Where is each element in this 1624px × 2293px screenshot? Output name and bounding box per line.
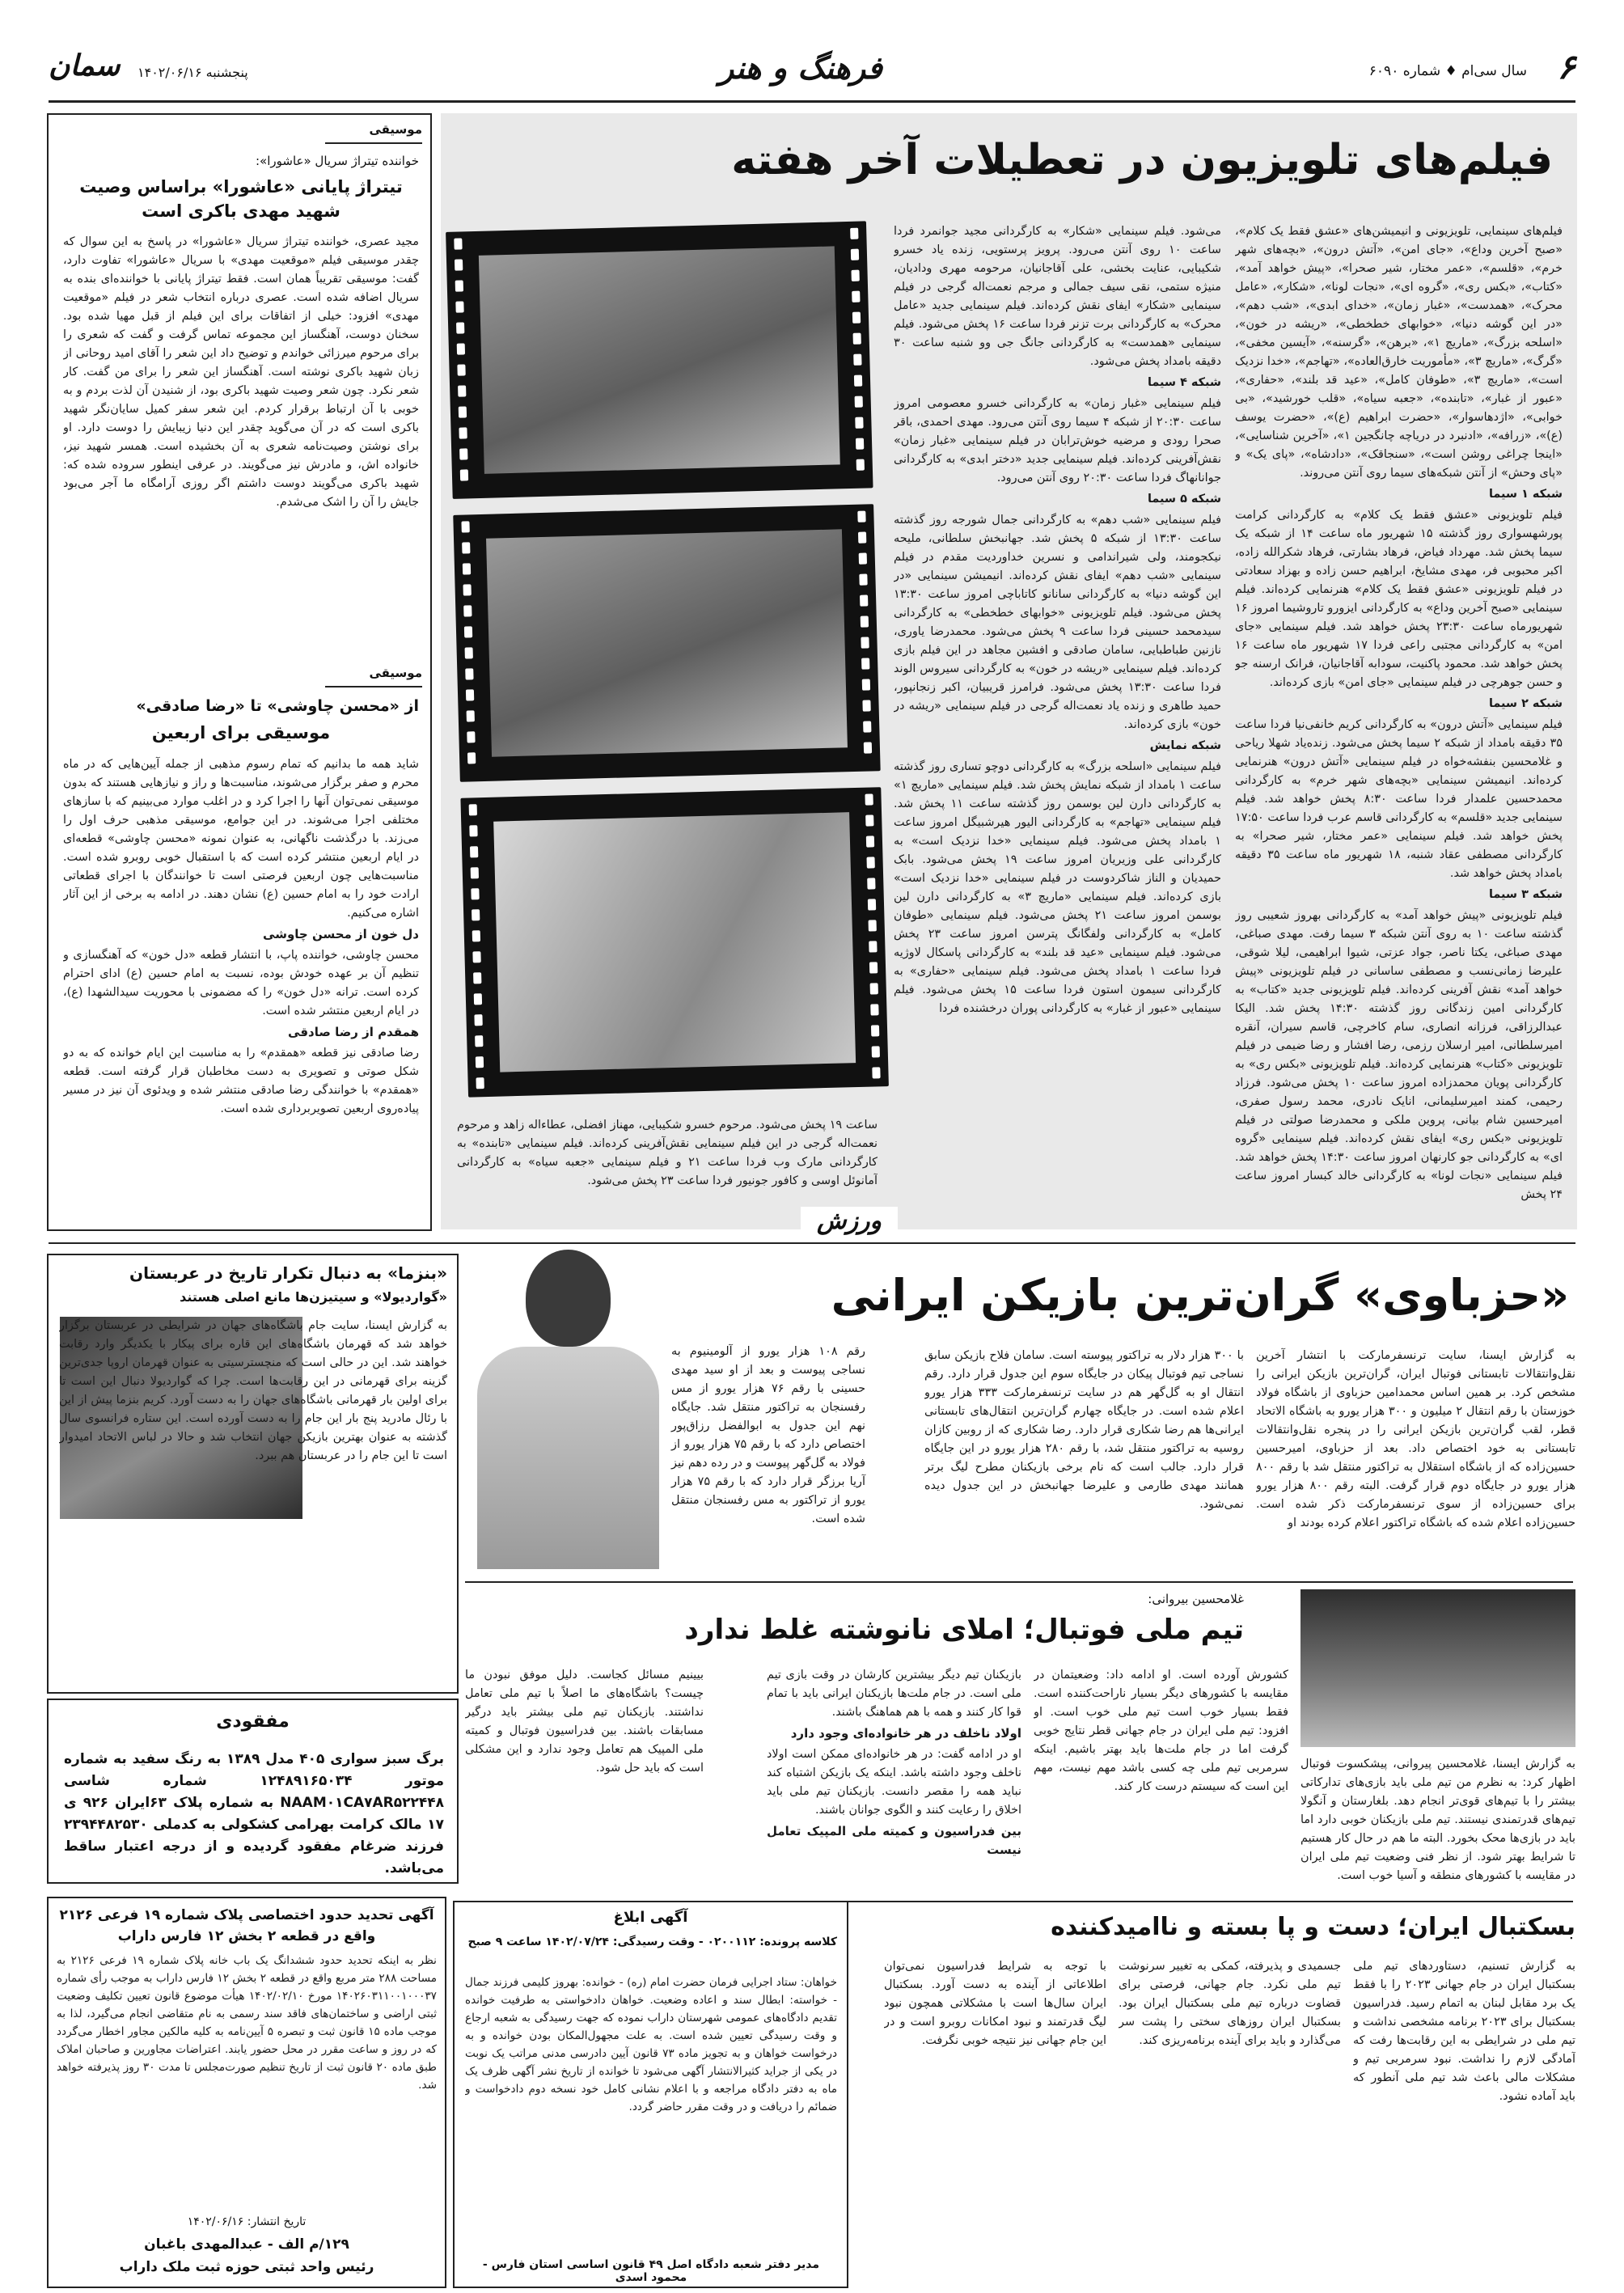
film-sprocket-hole xyxy=(856,459,865,471)
music-tag-label: موسیقی xyxy=(369,666,422,680)
hazbavi-photo xyxy=(469,1250,667,1569)
notice2-kicker: آگهی ابلاغ xyxy=(613,1909,688,1926)
film-sprocket-hole xyxy=(475,1035,483,1047)
film-sprocket-hole xyxy=(473,972,481,984)
music-text: محسن چاوشی، خواننده پاپ، با انتشار قطعه «دل خون» که آهنگسازی و تنظیم آن بر عهده خودش بوده، نسبت به امام حسین (ع) ادای احترام کرده است. ترانه «دل خون» را که مضمونی با محوریت سیدالشهدا (ع)، در ایام اربعین منتشر شده است. xyxy=(63,949,419,1017)
film-sprocket-hole xyxy=(868,899,876,910)
music-kicker-2: از «محسن چاوشی» تا «رضا صادقی» xyxy=(136,697,419,715)
film-sprocket-hole xyxy=(476,1077,484,1089)
film-sprocket-hole xyxy=(464,626,472,637)
notice-tahdid xyxy=(47,1897,446,2288)
films-text: فیلم تلویزیونی «عشق فقط یک کلام» به کارگردانی کرامت پورشهسواری روز گذشته ۱۵ شهریور ماه ساعت ۱۴ از شبکه یک سیما پخش شد. مهرداد فیاض، فرهاد بشارتی، فرهاد شکرالله زاده، اکبر محبوبی فر، مهدی مشایخ، ابراهیم حسن زاده و بهزاد سعادتی در فیلم تلویزیونی «عشق فقط یک کلام» هنرنمایی کرده‌اند. فیلم سینمایی «صبح آخرین وداع» به کارگردانی ایزورو تاروشیما امروز ۱۶ شهریورماه ساعت ۲۳:۳۰ پخش خواهد شد. فیلم سینمایی «جای امن» به کارگردانی مجتبی راعی فردا ۱۷ شهریور ماه ساعت ۱۶ پخش خواهد شد. محمود پاکنیت، سودابه آقاجانیان، فرانک ارسنه جو و حسن جوهرچی در فیلم سینمایی «جای امن» بازی کرده‌اند. xyxy=(1235,509,1563,689)
national-rule xyxy=(465,1581,1573,1583)
film-sprocket-hole xyxy=(859,552,867,564)
film-sprocket-hole xyxy=(854,375,862,387)
film-sprocket-hole xyxy=(455,259,463,270)
notice1-body: نظر به اینکه تحدید حدود ششدانگ یک باب خانه پلاک شماره ۱۹ فرعی ۲۱۲۶ به مساحت ۲۸۸ متر مربع واقع در قطعه ۲ بخش ۱۲ فارس داراب به موجب رأی شماره ۱۴۰۲۶۰۳۱۱۰۰۱۰۰۰۳۷ مورخ ۱۴۰۲/۰۲/۱۰ هیأت موضوع قانون تعیین تکلیف وضعیت ثبتی اراضی و ساختمان‌های فاقد سند رسمی به نام متقاضی انجام می‌گیرد، لذا به موجب ماده ۱۵ قانون ثبت و تبصره ۵ آیین‌نامه به کلیه مالکین مجاور اخطار می‌گردد که در روز و ساعت مقرر در محل حضور یابند. اعتراضات مجاورین و صاحبان املاک طبق ماده ۲۰ قانون ثبت از تاریخ تنظیم صورت‌مجلس تا مدت ۳۰ روز پذیرفته خواهد شد. xyxy=(57,1954,437,2092)
films-col-2 xyxy=(894,222,1221,1221)
film-sprocket-hole xyxy=(463,605,472,616)
film-sprocket-hole xyxy=(457,364,465,375)
film-sprocket-hole xyxy=(857,511,865,522)
film-sprocket-hole xyxy=(469,825,477,836)
page-number: ۶ xyxy=(1557,47,1575,87)
mafghoodi-title: مفقودی xyxy=(216,1711,290,1732)
film-sprocket-hole xyxy=(869,962,878,973)
film-still-1 xyxy=(479,246,840,473)
national-subheading: بین فدراسیون و کمیته ملی المپیک تعامل نیست xyxy=(767,1824,1021,1857)
film-sprocket-hole xyxy=(467,731,475,742)
film-sprocket-hole xyxy=(456,322,464,333)
benzema-box xyxy=(47,1254,459,1694)
film-sprocket-hole xyxy=(864,742,872,753)
film-sprocket-hole xyxy=(865,793,873,805)
film-sprocket-hole xyxy=(865,814,873,826)
film-sprocket-hole xyxy=(459,406,467,417)
notice1-sign: ۱۲۹/م الف - عبدالمهدی باغبان xyxy=(144,2236,349,2253)
film-sprocket-hole xyxy=(866,857,874,868)
film-sprocket-hole xyxy=(462,542,470,553)
film-sprocket-hole xyxy=(472,930,480,941)
film-sprocket-hole xyxy=(872,1067,880,1078)
music-kicker-1: خواننده تیتراژ سریال «عاشورا»: xyxy=(256,154,419,168)
channel-heading: شبکه ۳ سیما xyxy=(1488,888,1563,901)
film-sprocket-hole xyxy=(465,668,473,679)
music-body-1: مجید عصری، خواننده تیتراژ سریال «عاشورا» در پاسخ به این سوال که چقدر موسیقی فیلم «موقعیت مهدی» با سریال «عاشورا» تفاوت دارد، گفت: موسیقی تقریباً همان است. فقط تیتراژ پایانی با خواننده‌ای بنده به سریال اضافه شده است. عصری درباره انتخاب شعر در فیلم «موقعیت مهدی» افزود: خیلی از اتفاقات برای این فیلم از قبل مهیا شده بود. سخنان دوست، آهنگساز این مجموعه تماس گرفت و گفت که شعری را برای مرحوم میرزائی خواندم و توضیح داد این شعر را آقای امید روحانی از زبان شهید باکری نوشته است. آهنگساز این شعر را برای من گفت. کار شعر نکرد. چون شعر وصیت شهید باکری بود، از شنیدن آن لذت بردم و به خوبی با آن ارتباط برقرار کردم. این شعر سفر کمیل سایان‌نگر شهید باکری است که در آن می‌گوید چقدر این دنیا زیبایش را دوست دارد. او برای نوشتن وصیت‌نامه شعری به آن بخشیده است. همسر شهید نیز، خانواده اش، و مادرش نیز می‌گویند. در عرفی اینطور سروده شده که: شهید باکری می‌گویند دوست داشتم اگر روزی آرامگاه ما آجر می‌بود جایش را آن را اشک می‌شدم. xyxy=(63,235,419,509)
music-tag-1 xyxy=(325,121,422,144)
film-frame-3 xyxy=(460,787,889,1097)
basketball-title: بسکتبال ایران؛ دست و پا بسته و ناامیدکننده xyxy=(1051,1913,1575,1941)
benzema-title: «بنزما» به دنبال تکرار تاریخ در عربستان xyxy=(129,1263,447,1283)
film-sprocket-hole xyxy=(470,846,478,857)
films-text: فیلم تلویزیونی «پیش خواهد آمد» به کارگردانی بهروز شعیبی روز گذشته ساعت ۱۰ به روی آنتن شبکه ۳ سیما رفت. مهدی صباغی، مهدی صباغی، یکتا ناصر، جواد عزتی، شیوا ابراهیمی، لیلا شوقی، علیرضا زمانی‌نسب و مصطفی ساسانی در فیلم تلویزیونی «پیش خواهد آمد» نقش آفرینی کرده‌اند. فیلم تلویزیونی جدید «کتاب» به کارگردانی امین زندگانی روز گذشته ۱۴:۳۰ پخش شد. الیکا عبدالرزاقی، فرزانه انصاری، سام کاخرچی، قاسم سیران، آنقره امیرسلطانی، امیر ارسلان رزمی، رضا افشار و رضا ضیمی در فیلم تلویزیونی «کتاب» هنرنمایی کرده‌اند. فیلم تلویزیونی «بکس ری» به کارگردانی پویان محمدزاده امروز ساعت ۱۰ پخش می‌شود. فرزاد رحیمی، کمند امیرسلیمانی، انایک نادری، محمد رسول صفری، امیرحسین شام بیانی، پروین ملکی و محمدرضا صولتی در فیلم تلویزیونی «بکس ری» ایفای نقش کرده‌اند. فیلم سینمایی «گروه ای» به کارگردانی جو کارنهان امروز ساعت ۱۴:۳۰ پخش خواهد شد. فیلم سینمایی «نجات لونا» به کارگردانی خالد کبسار امروز ساعت ۲۴ پخش xyxy=(1235,909,1563,1201)
film-sprocket-hole xyxy=(856,438,864,450)
channel-heading: شبکه ۵ سیما xyxy=(1147,493,1221,506)
film-sprocket-hole xyxy=(851,249,859,260)
film-sprocket-hole xyxy=(852,291,860,302)
film-sprocket-hole xyxy=(472,951,480,962)
music-tag-label: موسیقی xyxy=(369,122,422,137)
notice2-title: کلاسه پرونده: ۰۲۰۰۱۱۲ - وقت رسیدگی: ۱۴۰۲/۰۷/۲۴ ساعت ۹ صبح xyxy=(467,1936,837,1948)
national-col-4: بیینیم مسائل کجاست. دلیل موفق نبودن ما چیست؟ باشگاه‌های ما اصلاً با تیم ملی تعامل نداشتند. بازیکنان تیم ملی بیشتر باید درگیر مسابقات باشند. بین فدراسیون فوتبال و کمیته ملی المپیک هم تعامل وجود ندارد و این مشکلی است که باید حل شود. xyxy=(465,1669,704,1775)
benzema-body: به گزارش ایسنا، سایت جام باشگاه‌های جهان در شرایطی در عربستان برگزار خواهد شد که قهرمان باشگاه‌های این قاره برای پیکار با یکدیگر وارد رقابت خواهند شد. این در حالی است که منچسترسیتی به عنوان قهرمان اروپا جدی‌ترین گزینه برای قهرمانی در این رقابت‌ها است. چرا که گواردیولا دنبال این است تا برای اولین بار قهرمانی باشگاه‌های جهان را به دست آورد. کریم بنزما پیش از این با رئال مادرید پنج بار این جام را به دست آورده است. این ستاره فرانسوی سال گذشته به عنوان بهترین بازیکن جهان انتخاب شد و حالا در لباس الاتحاد امیدوار است تا این جام را در عربستان هم ببرد. xyxy=(59,1319,447,1462)
basketball-col-3: با توجه به شرایط فدراسیون نمی‌توان اطلاعاتی از آینده به دست آورد. بسکتبال ایران سال‌ها است با مشکلاتی همچون نبود لیگ قدرتمند و نبود امکانات روبرو است و در این جام جهانی نیز نتیجه خوبی نگرفت. xyxy=(884,1960,1106,2047)
film-sprocket-hole xyxy=(859,573,867,585)
film-sprocket-hole xyxy=(459,448,467,459)
mafghoodi-body: برگ سبز سواری ۴۰۵ مدل ۱۳۸۹ به رنگ سفید به شماره موتور ۱۲۴۸۹۱۶۵۰۳۴ شماره شاسی NAAM۰۱CA۷AR۵۲۲۴۴۸ به شماره پلاک ۶۳ایران ۹۲۶ ی ۱۷ مالک کرامت بهرامی کشکولی به کدملی ۲۳۹۴۴۸۲۵۳۰ فرزند ضرغام مفقود گردیده و از درجه اعتبار ساقط می‌باشد. xyxy=(64,1751,445,1876)
sports-rule xyxy=(49,1242,1575,1244)
films-col-3 xyxy=(457,1116,878,1221)
music-title-2: موسیقی برای اربعین xyxy=(151,723,331,742)
national-col-3 xyxy=(767,1666,1021,1893)
films-text: ساعت ۱۹ پخش می‌شود. مرحوم خسرو شکیبایی، مهناز افضلی، عطاءاله زاهد و مرحوم نعمت‌اله گرجی در این فیلم سینمایی نقش‌آفرینی کرده‌اند. فیلم سینمایی «تابنده» به کارگردانی مارک وب فردا ساعت ۲۱ و فیلم سینمایی «جعبه سیاه» به کارگردانی آمانوئل اوسی و کافور جونیور فردا ساعت ۲۳ پخش می‌شود. xyxy=(457,1119,878,1187)
music-sidebar xyxy=(47,113,432,1231)
music-text: رضا صادقی نیز قطعه «همقدم» را به مناسبت این ایام خوانده که به دو شکل صوتی و تصویری به دست مخاطبان قرار گرفته است. قطعه «همقدم» با خوانندگی رضا صادقی منتشر شده و ویدئوی آن نیز در مسیر پیاده‌روی اربعین تصویربرداری شده است. xyxy=(63,1047,419,1115)
film-sprocket-hole xyxy=(869,941,877,952)
films-article xyxy=(441,113,1577,1229)
film-sprocket-hole xyxy=(855,417,863,429)
film-sprocket-hole xyxy=(867,878,875,889)
film-sprocket-hole xyxy=(465,647,473,658)
film-still-2 xyxy=(486,529,848,756)
notice2-sign: مدیر دفتر شعبه دادگاه اصل ۴۹ قانون اساسی استان فارس - محمود اسدی xyxy=(482,2258,820,2284)
film-sprocket-hole xyxy=(866,836,874,847)
page-header xyxy=(49,47,1575,95)
film-sprocket-hole xyxy=(455,280,463,291)
film-sprocket-hole xyxy=(862,700,870,711)
film-sprocket-hole xyxy=(851,270,859,281)
player-head xyxy=(526,1250,611,1347)
film-sprocket-hole xyxy=(474,993,482,1005)
hazbavi-headline: «حزباوی» گران‌ترین بازیکن ایرانی xyxy=(831,1270,1569,1321)
film-sprocket-hole xyxy=(457,343,465,354)
film-sprocket-hole xyxy=(476,1056,484,1068)
notice1-title: آگهی تحدید حدود اختصاصی پلاک شماره ۱۹ فرعی ۲۱۲۶ واقع در قطعه ۲ بخش ۱۲ فارس داراب xyxy=(59,1907,434,1944)
hazbavi-col-1: به گزارش ایسنا، سایت ترنسفرمارکت با انتشار آخرین نقل‌وانتقالات تابستانی فوتبال ایران، گران‌ترین بازیکن ایرانی را مشخص کرد. بر همین اساس محمدامین حزباوی از باشگاه فولاد خوزستان با رقم انتقال ۲ میلیون و ۳۰۰ هزار یورو به باشگاه الاتحاد قطر، لقب گران‌ترین بازیکن ایرانی را در پنجره نقل‌وانتقالات تابستانی به خود اختصاص داد. بعد از حزباوی، امیرحسین حسین‌زاده که از باشگاه استقلال به تراکتور منتقل شد با رقم ۸۰۰ هزار یورو در جایگاه دوم قرار گرفت. البته رقم ۸۰۰ هزار یورو برای حسین‌زاده از سوی ترنسفرمارکت ذکر شده است. حسین‌زاده اعلام شده که باشگاه تراکتور اعلام کرده بودند او xyxy=(1256,1349,1575,1529)
film-sprocket-hole xyxy=(862,679,870,690)
film-sprocket-hole xyxy=(458,385,466,396)
film-sprocket-hole xyxy=(853,354,861,366)
film-sprocket-hole xyxy=(861,658,869,669)
channel-heading: شبکه ۲ سیما xyxy=(1488,697,1563,710)
national-title: تیم ملی فوتبال؛ املای نانوشته غلط ندارد xyxy=(684,1614,1244,1646)
music-text: شاید همه ما بدانیم که تمام رسوم مذهبی از جمله آیین‌هایی که در ماه محرم و صفر برگزار می‌شوند، مناسبت‌ها و راز و نیازهایی هستند که بدون موسیقی نمی‌توان آنها را اجرا کرد و در اغلب موارد می‌بینیم که با سازهای مختلفی اجرا می‌شوند. در این جوامع، موسیقی مذهبی حرف اول را می‌زند. با درگذشت ناگهانی، به عنوان نمونه «محسن چاوشی» قطعه‌ای در ایام اربعین منتشر کرده است که با استقبال خوبی روبرو شده است. مناسبت‌هایی چون اربعین فرصتی است تا خوانندگان با اجرای قطعاتی ارادت خود را به امام حسین (ع) نشان دهند. در ادامه به برخی از این آثار اشاره می‌کنیم. xyxy=(63,758,419,920)
film-sprocket-hole xyxy=(858,532,866,544)
music-subheading: همقدم از رضا صادقی xyxy=(288,1025,419,1039)
film-sprocket-hole xyxy=(463,584,471,595)
notice1-date: تاریخ انتشار: ۱۴۰۲/۰۶/۱۶ xyxy=(187,2215,307,2228)
mafghoodi-box xyxy=(47,1699,459,1884)
national-text: بازیکنان تیم دیگر بیشترین کارشان در وقت بازی تیم ملی است. در جام ملت‌ها بازیکنان ایرانی باید با تمام قوا کار کنند و همه با هم هماهنگ باشند. xyxy=(767,1669,1021,1719)
national-photo xyxy=(1300,1589,1575,1747)
film-sprocket-hole xyxy=(870,983,878,994)
issue-number: سال سی‌ام ♦ شماره ۶۰۹۰ xyxy=(1368,63,1527,79)
films-text: فیلم سینمایی «آتش درون» به کارگردانی کریم خانفی‌نیا فردا ساعت ۳۵ دقیقه بامداد از شبکه ۲ سیما پخش می‌شود. زنده‌یاد شهلا ریاحی و غلامحسین بنفشه‌خواه در فیلم سینمایی «آتش درون» هنرنمایی کرده‌اند. انیمیشن سینمایی «بچه‌های شهر خرم» به کارگردانی محمدحسین علمدار فردا ساعت ۸:۳۰ پخش خواهد شد. فیلم سینمایی جدید «قلسم» به کارگردانی قاسم عرب فردا ساعت ۱۷:۵۰ پخش خواهد شد. فیلم سینمایی «عمر مختار، شیر صحرا» به کارگردانی مصطفی عقاد شنبه، ۱۸ شهریور ماه ساعت ۳۵ دقیقه بامداد پخش خواهد شد. xyxy=(1235,718,1563,880)
films-text: فیلم سینمایی «اسلحه بزرگ» به کارگردانی دوچو تساری روز گذشته ساعت ۱ بامداد از شبکه نمایش پخش شد. فیلم سینمایی «ماریچ ۱» به کارگردانی دارن لین بوسمن روز گذشته ساعت ۱۱ پخش شد. فیلم سینمایی «تهاجم» به کارگردانی الیور هیرشبیگل امروز ساعت ۱ بامداد پخش می‌شود. فیلم سینمایی «خدا نزدیک است» به کارگردانی علی وزیریان امروز ساعت ۱۹ پخش می‌شود. بابک حمیدیان و الناز شاکردوست در فیلم سینمایی «خدا نزدیک است» بازی کرده‌اند. فیلم سینمایی «ماریچ ۳» به کارگردانی دارن لین بوسمن امروز ساعت ۲۱ پخش می‌شود. فیلم سینمایی «طوفان کامل» به کارگردانی ولفگانگ پترسن امروز ساعت ۲۳ پخش می‌شود. فیلم سینمایی «عید قد بلند» به کارگردانی پاسکال لاوژیه فردا ساعت ۱ بامداد پخش می‌شود. فیلم سینمایی «حفاری» به کارگردانی سیمون استون فردا ساعت ۱۵ پخش می‌شود. فیلم سینمایی «عبور از غبار» به کارگردانی پوران درخشنده فردا xyxy=(894,760,1221,1015)
newspaper-logo: سمان xyxy=(49,49,121,82)
film-sprocket-hole xyxy=(471,888,479,899)
music-title-1: تیتراژ پایانی «عاشورا» براساس وصیت شهید مهدی باکری است xyxy=(79,177,403,221)
channel-heading: شبکه نمایش xyxy=(1149,739,1221,752)
film-sprocket-hole xyxy=(850,228,858,239)
national-text: او در ادامه گفت: در هر خانواده‌ای ممکن است اولاد ناخلف وجود داشته باشد. اینکه یک بازیکن اشتباه کند نباید همه را مقصر دانست. بازیکنان تیم ملی باید اخلاق را رعایت کنند و الگوی جوانان باشند. xyxy=(767,1748,1021,1817)
film-frame-2 xyxy=(453,504,880,781)
film-sprocket-hole xyxy=(861,616,869,627)
film-sprocket-hole xyxy=(467,710,475,721)
section-title: فرهنگ و هنر xyxy=(719,50,882,86)
basketball-col-2: جسمیدی و پذیرفته، کمکی به تغییر سرنوشت تیم ملی نکرد. جام جهانی، فرصتی برای قضاوت درباره تیم ملی بسکتبال ایران بود. بسکتبال ایران روزهای سختی را پشت سر می‌گذارد و باید برای آینده برنامه‌ریزی کند. xyxy=(1119,1960,1341,2047)
notice1-sign2: رئیس واحد ثبتی حوزه ثبت ملک داراب xyxy=(119,2259,374,2275)
film-sprocket-hole xyxy=(460,469,468,480)
film-sprocket-hole xyxy=(870,1004,878,1015)
film-sprocket-hole xyxy=(472,909,480,920)
player-body xyxy=(477,1347,659,1569)
channel-heading: شبکه ۱ سیما xyxy=(1488,488,1563,501)
film-sprocket-hole xyxy=(871,1025,879,1036)
channel-heading: شبکه ۴ سیما xyxy=(1147,376,1221,389)
national-byline: غلامحسین بیروانی: xyxy=(1148,1592,1244,1606)
film-sprocket-hole xyxy=(461,521,469,532)
header-rule xyxy=(49,100,1575,103)
film-sprocket-hole xyxy=(459,427,467,438)
film-sprocket-hole xyxy=(872,1046,880,1057)
benzema-subtitle: «گواردیولا» و سیتیزن‌ها مانع اصلی هستند xyxy=(180,1289,447,1305)
film-sprocket-hole xyxy=(861,637,869,648)
national-col-2: کشورش آورده است. او ادامه داد: وضعیتمان در مقایسه با کشورهای دیگر بسیار ناراحت‌کننده است. فقط بسیار خوب است تیم ملی خوب است. او افزود: تیم ملی ایران در جام جهانی قطر نتایج خوبی گرفت اما در جام ملت‌ها باید بهتر باشیم. اینکه سرمربی تیم ملی چه کسی باشد مهم نیست، مهم این است که سیستم درست کار کند. xyxy=(1034,1669,1288,1793)
notice-ablagh xyxy=(453,1901,848,2288)
film-sprocket-hole xyxy=(863,721,871,732)
notice2-body: خواهان: ستاد اجرایی فرمان حضرت امام (ره) - خوانده: بهروز کلیمی فرزند جمال - خواسته: ابطال سند و اعاده وضعیت. خواهان دادخواستی به طرفیت خوانده تقدیم دادگاه‌های عمومی شهرستان داراب نموده که جهت رسیدگی به شعبه ارجاع و وقت رسیدگی تعیین شده است. به علت مجهول‌المکان بودن خوانده و به درخواست خواهان و به تجویز ماده ۷۳ قانون آیین دادرسی مدنی مراتب یک نوبت در یکی از جراید کثیرالانتشار آگهی می‌شود تا خوانده از تاریخ نشر آگهی ظرف یک ماه به دفتر دادگاه مراجعه و با اعلام نشانی کامل خود نسخه دوم دادخواست و ضمائم را دریافت و در وقت مقرر حاضر گردد. xyxy=(465,1976,837,2113)
hazbavi-col-2: با ۳۰۰ هزار دلار به تراکتور پیوسته است. سامان فلاح بازیکن سابق نساجی تیم فوتبال پیکان در جایگاه سوم این جدول قرار دارد. رقم انتقال او به گل‌گهر هم در سایت ترنسفرمارکت ۳۳۳ هزار یورو اعلام شده است. در جایگاه چهارم گران‌ترین انتقال‌های تابستانی ایرانی‌ها هم رضا شکاری قرار دارد. رضا شکاری که از روبین کازان روسیه به تراکتور منتقل شد، با رقم ۲۸۰ هزار یورو در این جایگاه قرار دارد. جالب است که نام برخی بازیکنان مطرح لیگ برتر همانند مهدی طارمی و علیرضا جهانبخش در این جدول دیده نمی‌شود. xyxy=(924,1349,1244,1511)
national-col-1: به گزارش ایسنا، غلامحسین پیروانی، پیشکسوت فوتبال اظهار کرد: به نظرم من تیم ملی باید بازی‌های تدارکاتی بیشتر را با تیم‌های قوی‌تر انجام دهد. بلغارستان و آنگولا تیم‌های قدرتمندی نیستند. تیم ملی بازیکنان خوبی دارد اما باید در بازی‌ها محک بخورد. البته ما هم در حال کار هستیم تا شرایط بهتر شود. از نظر فنی وضعیت تیم ملی ایران در مقایسه با کشورهای منطقه و آسیا خوب است. xyxy=(1300,1758,1575,1882)
film-frame-1 xyxy=(446,221,873,498)
film-still-3 xyxy=(493,812,856,1072)
films-text: فیلم‌های سینمایی، تلویزیونی و انیمیشن‌های «عشق فقط یک کلام»، «صبح آخرین وداع»، «جای امن»، «آتش درون»، «بچه‌های شهر خرم»، «قلسم»، «عمر مختار، شیر صحرا»، «پیش خواهد آمد»، «کتاب»، «بکس ری»، «گروه ای»، «نجات لونا»، «شکار»، «عامل محرک»، «همدست»، «غبار زمان»، «خدای ابدی»، «شب دهم»، «در این گوشه دنیا»، «خوابهای خطخطی»، «ریشه در خون»، «اسلحه بزرگ»، «ماریچ ۱»، «برهن»، «گرسنه»، «آیسین مخفی»، «گرگ»، «ماریچ ۳»، «مأموریت خارق‌العاده»، «تهاجم»، «خدا نزدیک است»، «ماریچ ۳»، «طوفان کامل»، «عید قد بلند»، «حفاری»، «عبور از غبار»، «تابنده»، «جعبه سیاه»، «قلب خورشید»، «بی خوابی»، «اژدهاسوار»، «حضرت ابراهیم (ع)»، «حضرت یوسف (ع)»، «زرافه»، «ادنبرد در دریاچه چانگجین ۱»، «آخرین شناسایی»، «اینجا چراغی روشن است»، «سنجاقک»، «دادشاه»، «پای یک» و «پای وحش» از آنتن شبکه‌های سیما روی آنتن می‌روند. xyxy=(1235,225,1563,480)
film-sprocket-hole xyxy=(466,689,474,700)
films-text: فیلم سینمایی «غبار زمان» به کارگردانی خسرو معصومی امروز ساعت ۲۰:۳۰ از شبکه ۴ سیما روی آنتن می‌رود. مهدی احمدی، باقر صحرا رودی و مرضیه خوش‌ترابان در فیلم سینمایی «غبار زمان» نقش‌آفرینی کرده‌اند. فیلم سینمایی جدید «دختر ابدی» به کارگردانی جوانانهاگ فردا ساعت ۲۰:۳۰ روی آنتن می‌رود. xyxy=(894,397,1221,484)
film-sprocket-hole xyxy=(852,312,861,324)
film-sprocket-hole xyxy=(471,867,479,878)
film-sprocket-hole xyxy=(467,752,476,764)
film-strip xyxy=(446,221,889,1097)
film-sprocket-hole xyxy=(454,238,462,249)
music-subheading: دل خون از محسن چاوشی xyxy=(263,927,419,941)
film-sprocket-hole xyxy=(853,333,861,345)
films-text: می‌شود. فیلم سینمایی «شکار» به کارگردانی مجید جوانمرد فردا ساعت ۱۰ روی آنتن می‌رود. پرویز پرستویی، زنده یاد خسرو شکیبایی، عنایت بخشی، علی آقاجانیان، مرحومه مهری ودادیان، منیژه ستمی، نقی سیف جمالی و مرجم نعمت‌اله گرجی در فیلم سینمایی «شکار» ایفای نقش کرده‌اند. فیلم سینمایی جدید «عامل محرک» به کارگردانی برت تزنر فردا ساعت ۱۶ پخش می‌شود. فیلم سینمایی «همدست» به کارگردانی جانگ جی وو شنبه ساعت ۳۰ دقیقه بامداد پخش می‌شود. xyxy=(894,225,1221,368)
films-text: فیلم سینمایی «شب دهم» به کارگردانی جمال شورجه روز گذشته ساعت ۱۳:۳۰ از شبکه ۵ پخش شد. جهانبخش سلطانی، ملیحه نیکجومند، ولی شیراندامی و نسرین خداوردیت مقدم در فیلم سینمایی «شب دهم» ایفای نقش کرده‌اند. انیمیشن سینمایی «در این گوشه دنیا» به کارگردانی سانانو کاتاباچی امروز ساعت ۱۳:۳۰ پخش می‌شود. فیلم تلویزیونی «خوابهای خطخطی» به کارگردانی سیدمحمد حسینی فردا ساعت ۹ پخش می‌شود. محمدرضا یاوری، نازنین طباطبایی، سامان صادقی و افشین مجاهد در این فیلم بازی کرده‌اند. فیلم سینمایی «ریشه در خون» به کارگردانی سیروس الوند فردا ساعت ۱۳:۳۰ پخش می‌شود. فرامرز قریبیان، اکبر زنجانپور، حمید طاهری و زنده یاد نعمت‌اله گرجی در فیلم سینمایی «ریشه در خون» بازی کرده‌اند. xyxy=(894,514,1221,731)
film-sprocket-hole xyxy=(860,594,868,606)
issue-date: پنجشنبه ۱۴۰۲/۰۶/۱۶ xyxy=(137,65,248,80)
film-sprocket-hole xyxy=(869,920,877,931)
film-sprocket-hole xyxy=(455,301,463,312)
films-col-1 xyxy=(1235,222,1563,1221)
film-sprocket-hole xyxy=(474,1014,482,1026)
films-headline: فیلم‌های تلویزیون در تعطیلات آخر هفته xyxy=(731,136,1553,184)
music-body-2 xyxy=(63,755,419,1221)
basketball-col-1: به گزارش تسنیم، دستاوردهای تیم ملی بسکتبال ایران در جام جهانی ۲۰۲۳ را با فقط یک برد مقابل لبنان به اتمام رسید. فدراسیون بسکتبال برای ۲۰۲۳ برنامه مشخصی نداشت و تیم ملی در شرایطی به این رقابت‌ها رفت که آمادگی لازم را نداشت. نبود سرمربی تیم و مشکلات مالی باعث شد تیم ملی آنطور که باید آماده نشود. xyxy=(1353,1960,1575,2103)
film-sprocket-hole xyxy=(469,804,477,815)
national-subheading: اولاد ناخلف در هر خانواده‌ای وجود دارد xyxy=(790,1726,1021,1741)
music-tag-2 xyxy=(325,665,422,687)
sports-section-tag: ورزش xyxy=(801,1207,898,1235)
film-sprocket-hole xyxy=(463,563,471,574)
film-sprocket-hole xyxy=(855,396,863,408)
